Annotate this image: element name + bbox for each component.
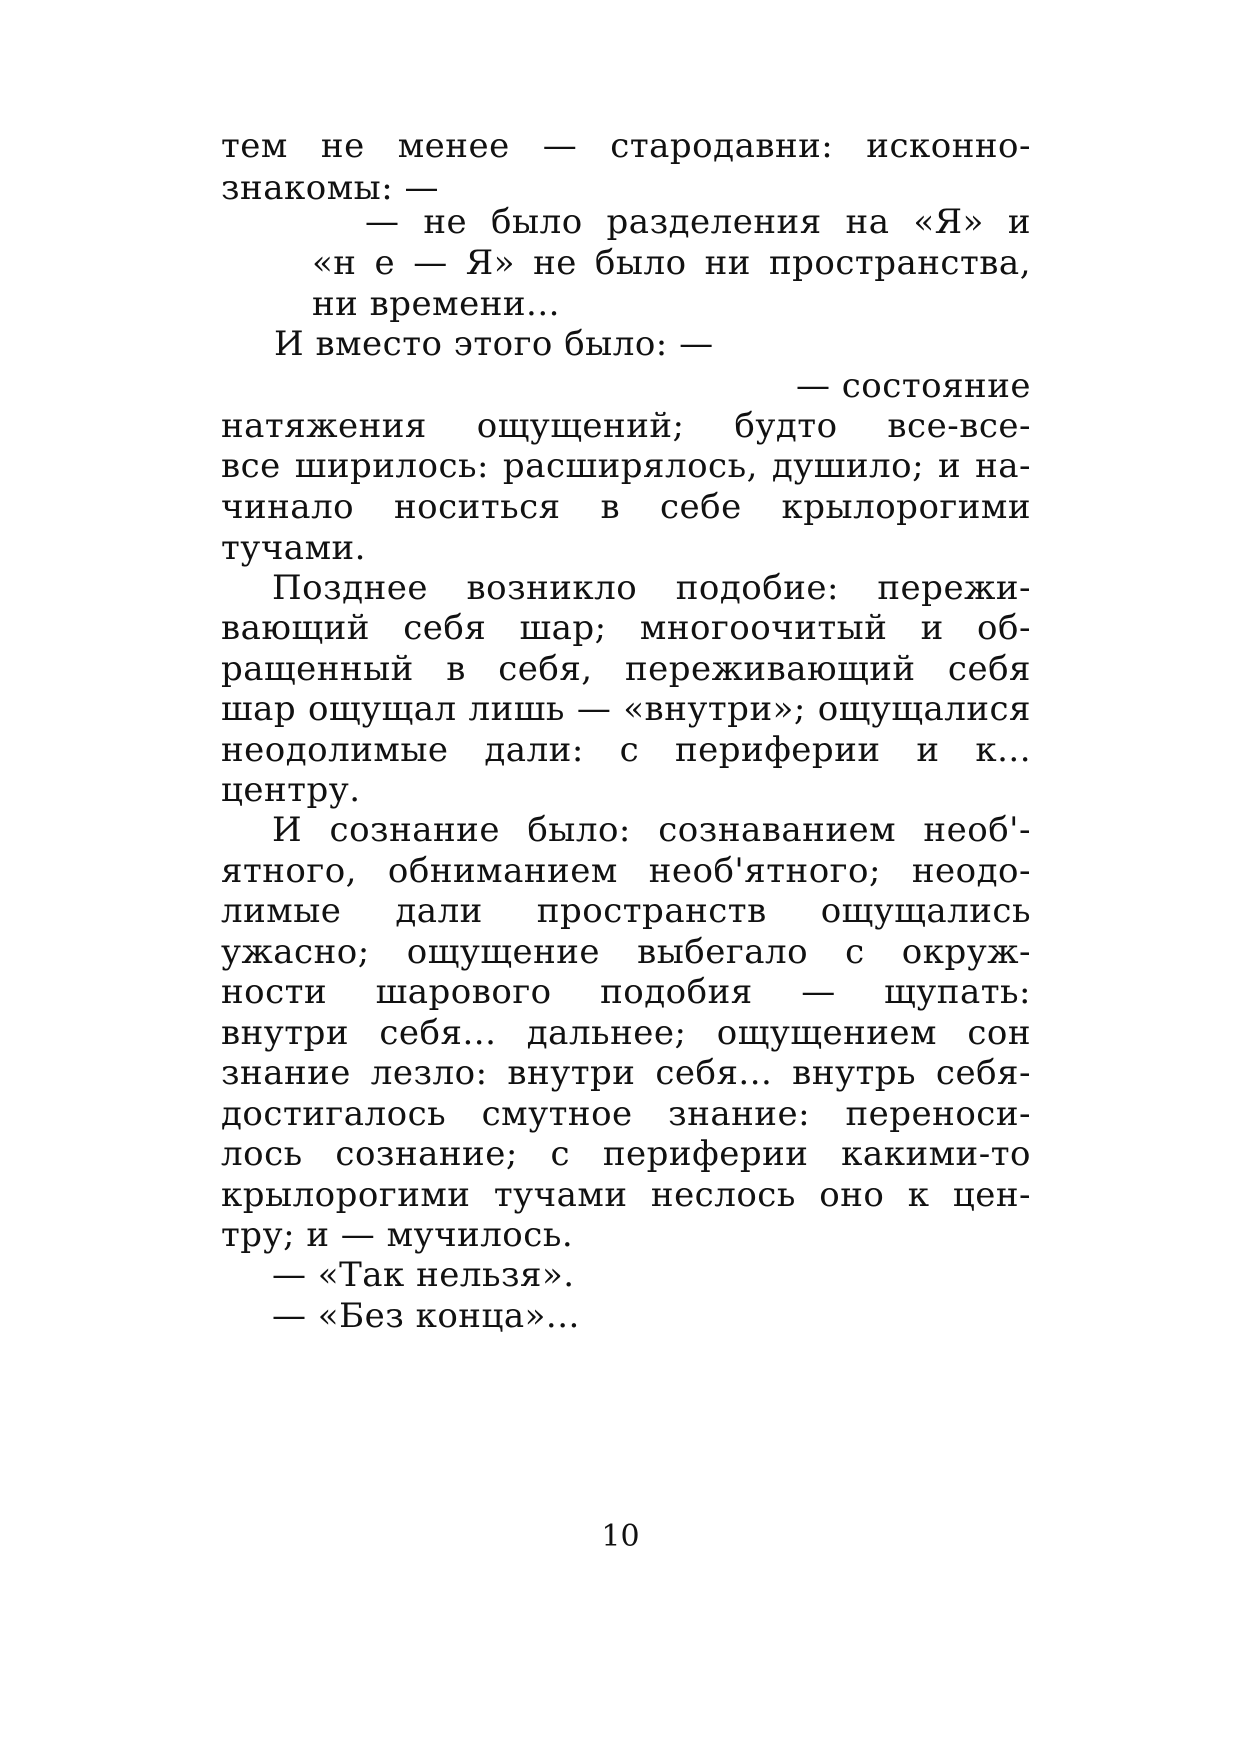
text-line: ни времени... [312, 284, 560, 324]
text-line: И вместо этого было: — [274, 324, 714, 364]
text-line: ятного, обниманием необ'ятного; неодо- [221, 851, 1031, 891]
text-line: шар ощущал лишь — «внутри»; ощущалися [221, 689, 1031, 729]
text-line: — «Без конца»... [272, 1296, 580, 1336]
text-line: центру. [221, 770, 361, 810]
text-line: знание лезло: внутри себя... внутрь себя- [221, 1053, 1031, 1093]
text-line: тем не менее — стародавни: исконно- [221, 126, 1031, 166]
text-line: ращенный в себя, переживающий себя [221, 649, 1031, 689]
text-line: И сознание было: сознаванием необ'- [272, 810, 1031, 850]
text-line: тучами. [221, 528, 366, 568]
text-line: натяжения ощущений; будто все-все- [221, 406, 1031, 446]
text-line: внутри себя... дальнее; ощущением сон [221, 1013, 1031, 1053]
text-line: лимые дали пространств ощущались [221, 891, 1031, 931]
text-line: «н е — Я» не было ни пространства, [312, 243, 1031, 283]
text-line: все ширилось: расширялось, душило; и на- [221, 446, 1031, 486]
text-line: знакомы: — [221, 168, 439, 208]
text-line: крылорогими тучами неслось оно к цен- [221, 1175, 1031, 1215]
text-line: ужасно; ощущение выбегало с окруж- [221, 932, 1031, 972]
page-number: 10 [601, 1519, 640, 1554]
text-line: лось сознание; с периферии какими-то [221, 1134, 1031, 1174]
text-line: чинало носиться в себе крылорогими [221, 487, 1031, 527]
text-line: — «Так нельзя». [272, 1255, 575, 1295]
text-line: — не было разделения на «Я» и [365, 202, 1031, 242]
text-line: — состояние [795, 366, 1031, 406]
text-line: вающий себя шар; многоочитый и об- [221, 608, 1031, 648]
text-line: тру; и — мучилось. [221, 1215, 574, 1255]
text-line: ности шарового подобия — щупать: [221, 972, 1031, 1012]
text-line: достигалось смутное знание: переноси- [221, 1094, 1031, 1134]
text-line: Позднее возникло подобие: пережи- [272, 568, 1031, 608]
text-line: неодолимые дали: с периферии и к... [221, 730, 1031, 770]
